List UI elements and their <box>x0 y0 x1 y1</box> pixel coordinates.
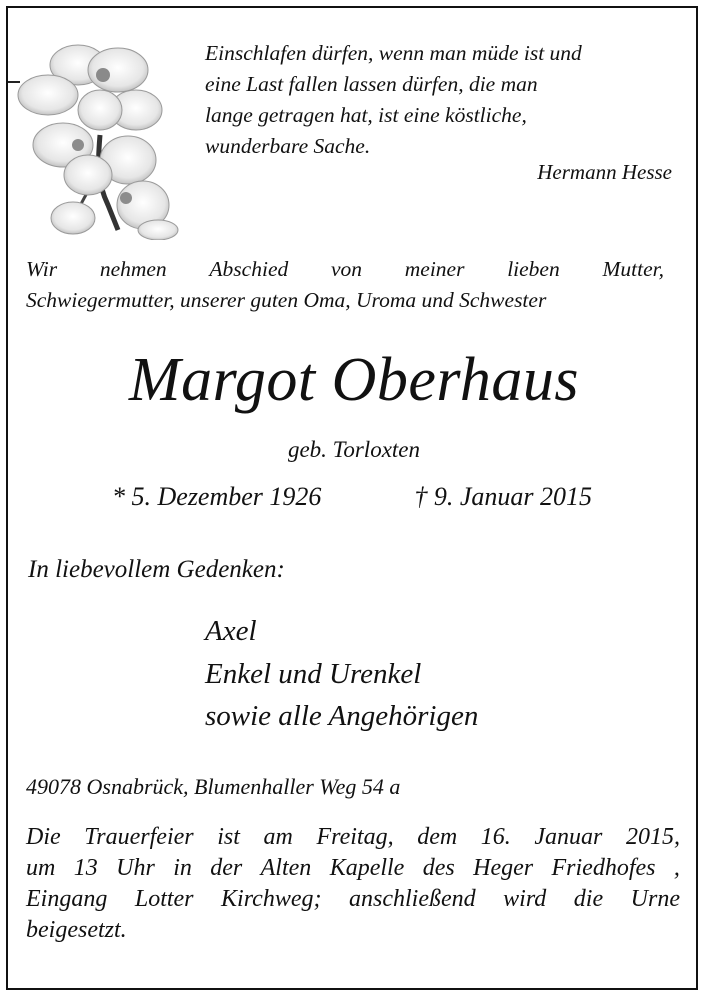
ceremony-word: Trauerfeier <box>84 824 194 850</box>
ceremony-word: Alten <box>260 855 312 881</box>
family-member: sowie alle Angehörigen <box>205 700 479 732</box>
family-list <box>205 610 478 738</box>
hesse-quote <box>205 38 680 162</box>
quote-line: eine Last fallen lassen dürfen, die man <box>205 72 538 96</box>
intro-word: meiner <box>404 257 465 281</box>
intro-word: lieben <box>507 257 560 281</box>
ceremony-word: die <box>573 886 604 912</box>
ceremony-word: am <box>263 824 293 850</box>
gedenken-label: In liebevollem Gedenken: <box>28 556 285 583</box>
ceremony-line-1 <box>26 822 680 853</box>
ceremony-line-3 <box>26 884 680 915</box>
family-member: Axel <box>205 615 257 647</box>
intro-word: Abschied <box>209 257 289 281</box>
ceremony-word: Friedhofes <box>551 855 656 881</box>
ceremony-word: Urne <box>630 886 680 912</box>
quote-line-last: wunderbare Sache. <box>205 134 371 158</box>
intro-text <box>26 254 664 316</box>
death-date: † 9. Januar 2015 <box>414 482 592 511</box>
ceremony-word: Lotter <box>134 886 194 912</box>
quote-line: Einschlafen dürfen, wenn man müde ist und <box>205 41 582 65</box>
ceremony-word: wird <box>503 886 547 912</box>
ceremony-word: Heger <box>473 855 534 881</box>
ceremony-word: 13 <box>73 855 98 881</box>
ceremony-word: Kapelle <box>329 855 405 881</box>
ceremony-word: ist <box>217 824 240 850</box>
deceased-name: Margot Oberhaus <box>128 346 580 414</box>
intro-word: von <box>330 257 363 281</box>
ceremony-word: der <box>210 855 243 881</box>
intro-word: Mutter, <box>602 257 664 281</box>
ceremony-line-4: beigesetzt. <box>26 917 127 943</box>
ceremony-word: 2015, <box>626 824 680 850</box>
ceremony-word: Eingang <box>26 886 108 912</box>
ceremony-word: des <box>422 855 455 881</box>
intro-word: Wir <box>26 257 58 281</box>
quote-author: Hermann Hesse <box>537 160 672 184</box>
intro-word: nehmen <box>99 257 167 281</box>
ceremony-line-2 <box>26 853 680 884</box>
intro-line-1 <box>26 254 664 285</box>
ceremony-word: in <box>173 855 192 881</box>
ceremony-word: Januar <box>534 824 603 850</box>
life-dates <box>112 482 592 512</box>
intro-line-2: Schwiegermutter, unserer guten Oma, Uroma und Schwester <box>26 288 547 312</box>
ceremony-word: Kirchweg; <box>221 886 322 912</box>
ceremony-word: um <box>26 855 56 881</box>
orchid-image <box>8 40 188 240</box>
ceremony-word: Die <box>26 824 61 850</box>
ceremony-word: anschließend <box>349 886 476 912</box>
birth-name: geb. Torloxten <box>287 437 421 462</box>
birth-date: * 5. Dezember 1926 <box>112 482 322 511</box>
ceremony-word: Uhr <box>116 855 155 881</box>
ceremony-word: , <box>673 855 680 881</box>
quote-line: lange getragen hat, ist eine köstliche, <box>205 103 527 127</box>
ceremony-word: 16. <box>480 824 511 850</box>
ceremony-word: dem <box>417 824 458 850</box>
ceremony-text <box>26 822 680 946</box>
ceremony-word: Freitag, <box>316 824 394 850</box>
address: 49078 Osnabrück, Blumenhaller Weg 54 a <box>26 774 401 799</box>
family-member: Enkel und Urenkel <box>205 657 422 690</box>
